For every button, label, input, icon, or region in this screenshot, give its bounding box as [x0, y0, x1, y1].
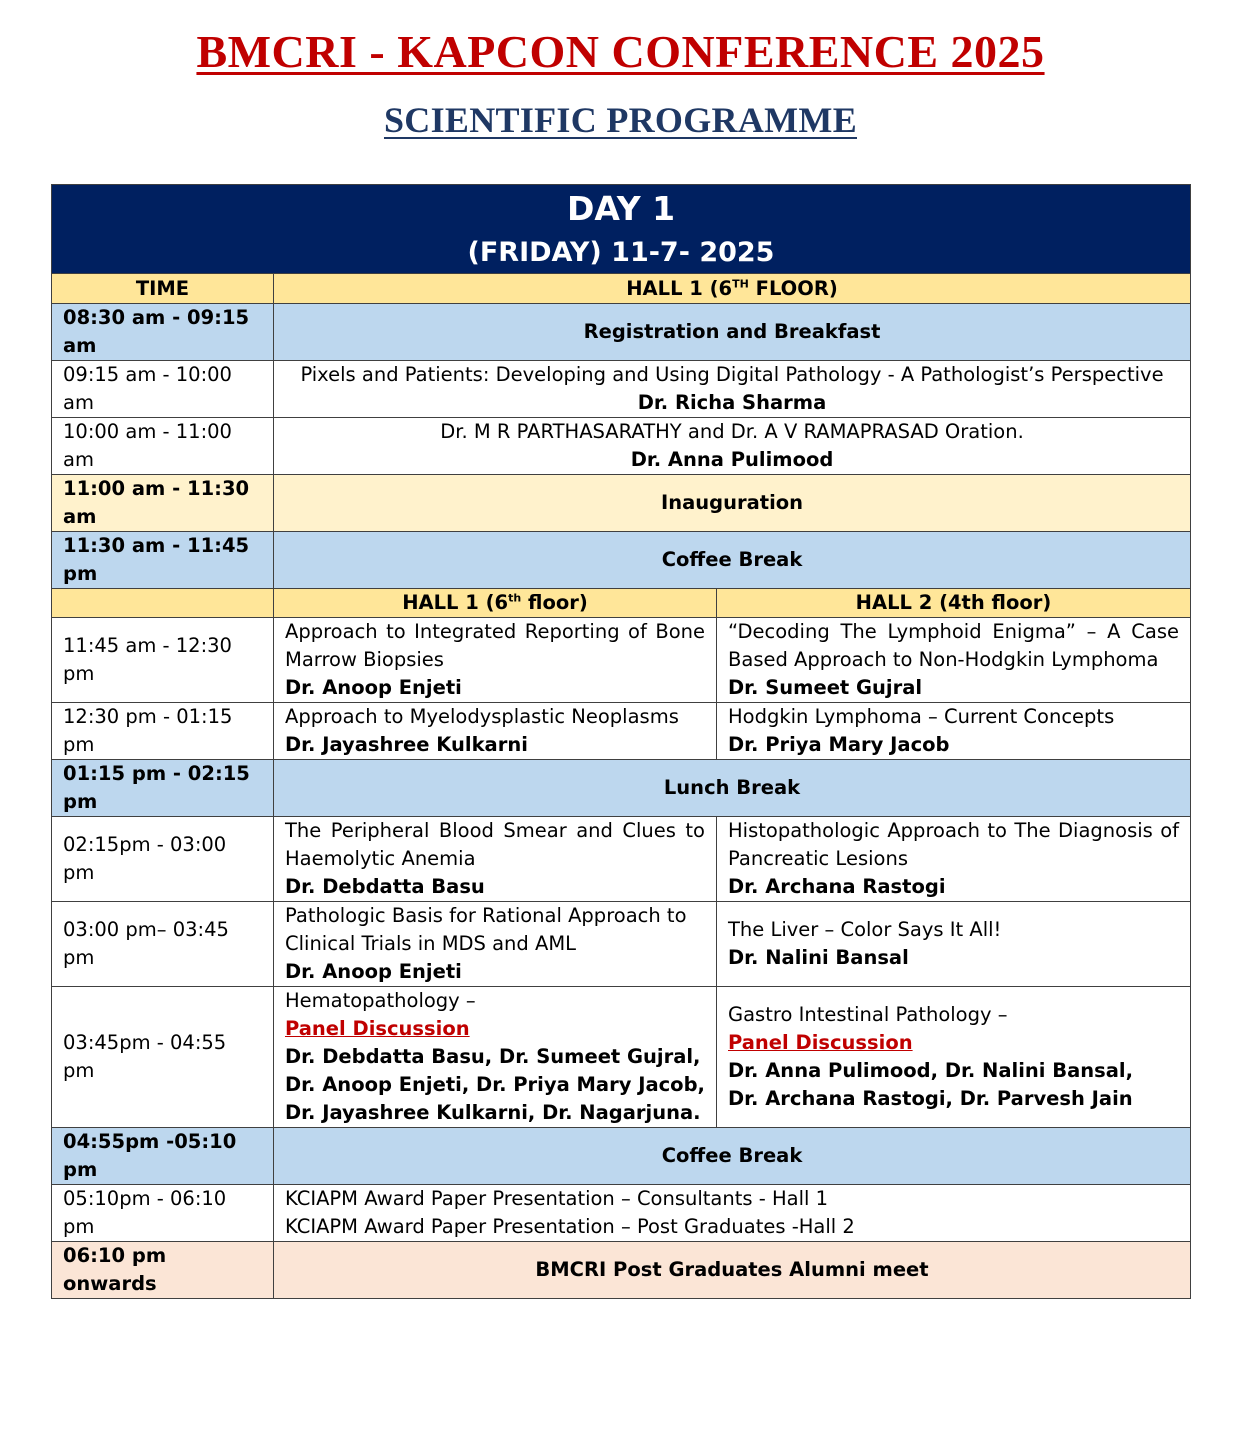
- award-line: KCIAPM Award Paper Presentation – Post Graduates -Hall 2: [285, 1215, 855, 1238]
- session-time: 06:10 pm onwards: [52, 1242, 274, 1299]
- table-row: [52, 618, 1191, 703]
- panel-speakers: Dr. Archana Rastogi, Dr. Parvesh Jain: [728, 1087, 1133, 1110]
- table-row: [52, 475, 1191, 532]
- table-row: [52, 418, 1191, 475]
- session-speaker: Dr. Richa Sharma: [637, 391, 827, 414]
- session-time: 12:30 pm - 01:15 pm: [52, 703, 274, 760]
- hall2-session: [717, 703, 1191, 760]
- table-row: [52, 703, 1191, 760]
- session-label: Coffee Break: [274, 532, 1191, 589]
- hall1-main-header: [274, 274, 1191, 304]
- session-time: 05:10pm - 06:10 pm: [52, 1185, 274, 1242]
- session-topic: Dr. M R PARTHASARATHY and Dr. A V RAMAPRASAD Oration.: [440, 420, 1024, 443]
- session-label: Inauguration: [274, 475, 1191, 532]
- time-column-header: TIME: [52, 274, 274, 304]
- session-topic: “Decoding The Lymphoid Enigma” – A Case Based Approach to Non-Hodgkin Lymphoma: [728, 620, 1180, 671]
- session-topic: Hodgkin Lymphoma – Current Concepts: [728, 705, 1115, 728]
- session-label: BMCRI Post Graduates Alumni meet: [274, 1242, 1191, 1299]
- table-row: [52, 1242, 1191, 1299]
- session-time: 04:55pm -05:10 pm: [52, 1128, 274, 1185]
- hall2-session: [717, 618, 1191, 703]
- hall1-session: [274, 987, 717, 1128]
- session-speaker: Dr. Debdatta Basu: [285, 875, 485, 898]
- session-label: Lunch Break: [274, 760, 1191, 817]
- table-row: [52, 1185, 1191, 1242]
- session-speaker: Dr. Anoop Enjeti: [285, 676, 462, 699]
- table-row: [52, 902, 1191, 987]
- session-cell: [274, 361, 1191, 418]
- session-topic: Gastro Intestinal Pathology –: [728, 1003, 1008, 1026]
- panel-speakers: Dr. Debdatta Basu, Dr. Sumeet Gujral,: [285, 1045, 701, 1068]
- session-topic: The Liver – Color Says It All!: [728, 918, 1002, 941]
- day-date: (FRIDAY) 11-7- 2025: [467, 237, 775, 268]
- hall1-header: [274, 589, 717, 618]
- session-topic: Approach to Myelodysplastic Neoplasms: [285, 705, 679, 728]
- award-line: KCIAPM Award Paper Presentation – Consultants - Hall 1: [285, 1187, 829, 1210]
- panel-discussion-link: Panel Discussion: [728, 1031, 913, 1054]
- session-speaker: Dr. Archana Rastogi: [728, 875, 946, 898]
- hall2-session: [717, 902, 1191, 987]
- hall-header-row: [52, 589, 1191, 618]
- session-time: 03:00 pm– 03:45 pm: [52, 902, 274, 987]
- page-subtitle: SCIENTIFIC PROGRAMME: [383, 100, 857, 140]
- session-speaker: Dr. Priya Mary Jacob: [728, 733, 950, 756]
- hall1-main-header-end: FLOOR): [748, 276, 838, 300]
- session-time: 02:15pm - 03:00 pm: [52, 817, 274, 902]
- session-speaker: Dr. Anna Pulimood: [630, 448, 834, 471]
- hall1-main-header-text: HALL 1 (6: [626, 276, 733, 300]
- hall2-session: [717, 817, 1191, 902]
- programme-table: [51, 184, 1191, 1299]
- hall1-header-sup: th: [508, 591, 522, 605]
- session-time: 01:15 pm - 02:15 pm: [52, 760, 274, 817]
- session-topic: The Peripheral Blood Smear and Clues to Haemolytic Anemia: [285, 819, 705, 870]
- table-row: [52, 361, 1191, 418]
- session-time: 11:45 am - 12:30 pm: [52, 618, 274, 703]
- session-speaker: Dr. Nalini Bansal: [728, 946, 909, 969]
- table-row: [52, 760, 1191, 817]
- session-cell: [274, 418, 1191, 475]
- hall1-header-text: HALL 1 (6: [402, 591, 509, 614]
- panel-speakers: Dr. Anna Pulimood, Dr. Nalini Bansal,: [728, 1059, 1134, 1082]
- table-row: [52, 1128, 1191, 1185]
- hall1-header-end: floor): [521, 591, 588, 614]
- day-header-row: [52, 185, 1191, 274]
- session-time: 09:15 am - 10:00 am: [52, 361, 274, 418]
- session-speaker: Dr. Sumeet Gujral: [728, 676, 923, 699]
- session-label: Registration and Breakfast: [274, 304, 1191, 361]
- table-row: [52, 304, 1191, 361]
- hall1-session: [274, 817, 717, 902]
- table-row: [52, 987, 1191, 1128]
- page-title: BMCRI - KAPCON CONFERENCE 2025: [196, 26, 1045, 77]
- session-topic: Pixels and Patients: Developing and Using Digital Pathology - A Pathologist’s Perspective: [300, 363, 1164, 386]
- session-topic: Hematopathology –: [285, 989, 476, 1012]
- hall1-session: [274, 902, 717, 987]
- hall1-main-header-sup: TH: [732, 277, 749, 290]
- session-time: 03:45pm - 04:55 pm: [52, 987, 274, 1128]
- session-time: 11:00 am - 11:30 am: [52, 475, 274, 532]
- empty-header-cell: [52, 589, 274, 618]
- session-label: Coffee Break: [274, 1128, 1191, 1185]
- session-time: 11:30 am - 11:45 pm: [52, 532, 274, 589]
- hall2-header: HALL 2 (4th floor): [717, 589, 1191, 618]
- hall1-session: [274, 703, 717, 760]
- session-speaker: Dr. Anoop Enjeti: [285, 960, 462, 983]
- day-title: DAY 1: [566, 189, 676, 228]
- panel-speakers: Dr. Jayashree Kulkarni, Dr. Nagarjuna.: [285, 1101, 701, 1124]
- panel-speakers: Dr. Anoop Enjeti, Dr. Priya Mary Jacob,: [285, 1073, 705, 1096]
- column-header-row: [52, 274, 1191, 304]
- session-topic: Histopathologic Approach to The Diagnosis of Pancreatic Lesions: [728, 819, 1180, 870]
- table-row: [52, 532, 1191, 589]
- table-row: [52, 817, 1191, 902]
- panel-discussion-link: Panel Discussion: [285, 1017, 470, 1040]
- award-session: [274, 1185, 1191, 1242]
- hall2-session: [717, 987, 1191, 1128]
- session-speaker: Dr. Jayashree Kulkarni: [285, 733, 528, 756]
- session-time: 08:30 am - 09:15 am: [52, 304, 274, 361]
- session-topic: Approach to Integrated Reporting of Bone Marrow Biopsies: [285, 620, 705, 671]
- session-topic: Pathologic Basis for Rational Approach to Clinical Trials in MDS and AML: [285, 904, 687, 955]
- day-header-cell: [52, 185, 1191, 274]
- session-time: 10:00 am - 11:00 am: [52, 418, 274, 475]
- hall1-session: [274, 618, 717, 703]
